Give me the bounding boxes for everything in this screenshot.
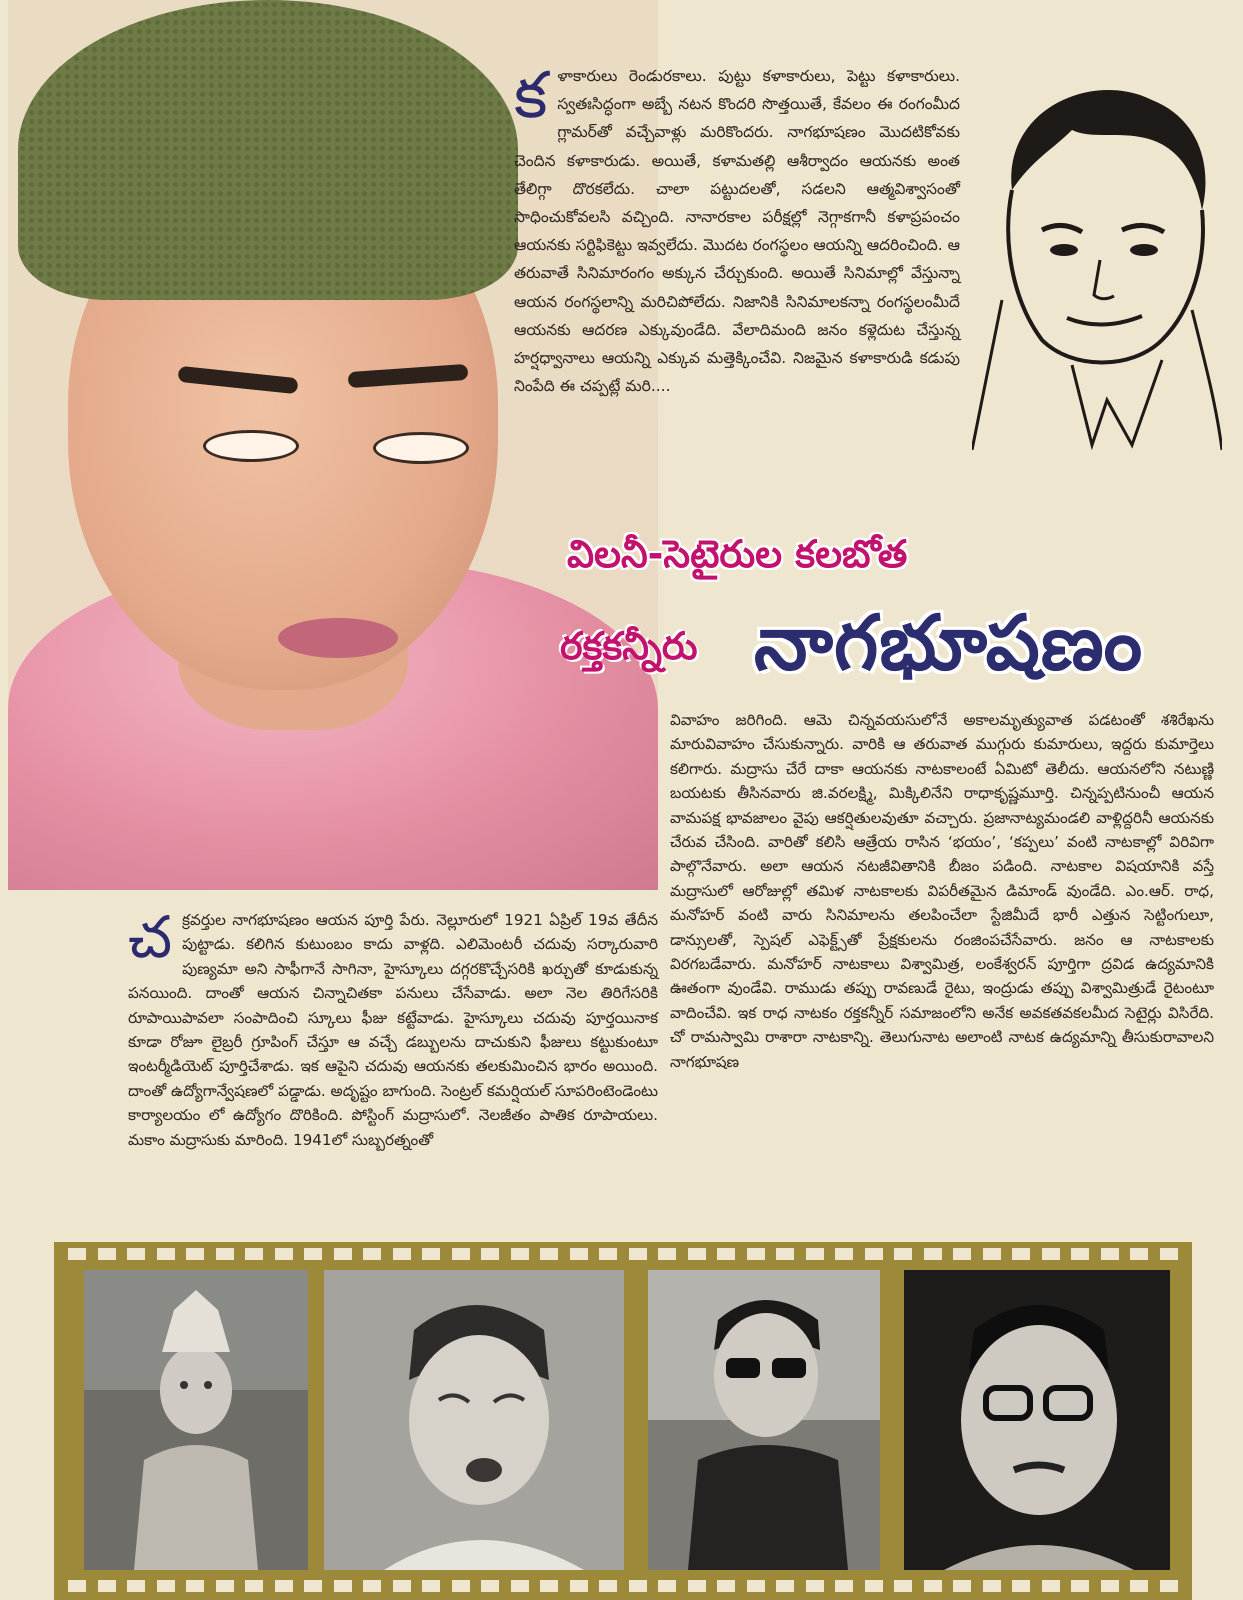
intro-paragraph: [514, 59, 960, 400]
film-still-crown: [84, 1270, 308, 1570]
headline-tagline: విలనీ-సెటైరుల కలబోత: [567, 532, 908, 576]
body-column-left: [128, 903, 658, 1152]
intro-dropcap: క: [514, 59, 548, 133]
portrait-cap: [18, 0, 518, 300]
film-still-spectacles: [904, 1270, 1170, 1570]
film-sprocket-top: [68, 1248, 1178, 1262]
headline-name: నాగభూషణం: [754, 598, 1144, 687]
intro-text: ళాకారులు రెండురకాలు. పుట్టు కళాకారులు, పెట్టు కళాకారులు. స్వతఃసిద్ధంగా అబ్బే నటన కొందరి సొత్తయితే, కేవలం ఈ రంగంమీద గ్లామర్‌తో వచ్చేవాళ్లు మరికొందరు. నాగభూషణం మొదటికోవకు చెందిన కళాకారుడు. అయితే, కళామతల్లి ఆశీర్వాదం ఆయనకు అంత తేలిగ్గా దొరకలేదు. చాలా పట్టుదలతో, సడలని ఆత్మవిశ్వాసంతో సాధించుకోవలసి వచ్చింది. నానారకాల పరీక్షల్లో నెగ్గాకగానీ కళాప్రపంచం ఆయనకు సర్టిఫికెట్టు ఇవ్వలేదు. మొదట రంగస్థలం ఆయన్ని ఆదరించింది. ఆ తరువాతే సినిమారంగం అక్కున చేర్చుకుంది. అయితే సినిమాల్లో వేస్తున్నా ఆయన రంగస్థలాన్ని మరిచిపోలేదు. నిజానికి సినిమాలకన్నా రంగస్థలంమీదే ఆయనకు ఆదరణ ఎక్కువుండేది. వేలాదిమంది జనం కళ్లెదుట చేస్తున్న హర్షధ్వానాలు ఆయన్ని ఎక్కువ మత్తెక్కించేవి. నిజమైన కళాకారుడి కడుపు నింపేది ఈ చప్పట్లే మరి....: [514, 67, 960, 396]
headline-prefix: రక్తకన్నీరు: [560, 624, 698, 668]
film-strip: [54, 1242, 1192, 1600]
caricature-sketch: [972, 70, 1222, 450]
portrait-eye-right: [373, 432, 469, 464]
body-dropcap: చ: [128, 903, 173, 971]
film-still-singing: [324, 1270, 624, 1570]
body-left-text: క్రవర్తుల నాగభూషణం ఆయన పూర్తి పేరు. నెల్లూరులో 1921 ఏప్రిల్ 19వ తేదీన పుట్టాడు. కలిగిన కుటుంబం కాదు వాళ్లది. ఎలిమెంటరీ చదువు సర్కారువారి పుణ్యమా అని సాఫీగానే సాగినా, హైస్కూలు దగ్గరకొచ్చేసరికి ఖర్చుతో కూడుకున్న పనయింది. దాంతో ఆయన చిన్నాచితకా పనులు చేసేవాడు. అలా నెల తిరిగేసరికి రూపాయిపావలా సంపాదించి స్కూలు ఫీజు కట్టేవాడు. హైస్కూలు చదువు పూర్తయినాక కూడా రోజూ లైబ్రరీ గ్రూపింగ్ చేస్తూ ఆ వచ్చే డబ్బులను దాచుకుని ఫీజులు కట్టుకుంటూ ఇంటర్మీడియెట్ పూర్తిచేశాడు. ఇక ఆపైని చదువు ఆయనకు తలకుమించిన భారం అయింది. దాంతో ఉద్యోగాన్వేషణలో పడ్డాడు. అదృష్టం బాగుంది. సెంట్రల్ కమర్షియల్ సూపరింటెండెంటు కార్యాలయం లో ఉద్యోగం దొరికింది. పోస్టింగ్ మద్రాసులో. నెలజీతం పాతిక రూపాయలు. మకాం మద్రాసుకు మారింది. 1941లో సుబ్బరత్నంతో: [128, 911, 658, 1149]
portrait-lips: [278, 618, 398, 658]
portrait-eye-left: [203, 430, 299, 462]
film-sprocket-bottom: [68, 1580, 1178, 1594]
film-still-sunglasses: [648, 1270, 880, 1570]
body-right-text: వివాహం జరిగింది. ఆమె చిన్నవయసులోనే అకాలమృత్యువాత పడటంతో శశిరేఖను మారువివాహం చేసుకున్నారు. వారికి ఆ తరువాత ముగ్గురు కుమారులు, ఇద్దరు కుమార్తెలు కలిగారు. మద్రాసు చేరే దాకా ఆయనకు నాటకాలంటే ఏమిటో తెలీదు. ఆయనలోని నటుణ్ణి బయటకు తీసినవారు జి.వరలక్ష్మి, మిక్కిలినేని రాధాకృష్ణమూర్తి. చిన్నప్పటినుంచీ ఆయన వామపక్ష భావజాలం వైపు ఆకర్షితులవుతూ వచ్చారు. ప్రజానాట్యమండలి వాళ్లిద్దరినీ ఆయనకు చేరువ చేసింది. వారితో కలిసి ఆత్రేయ రాసిన ‘భయం’, ‘కప్పలు’ వంటి నాటకాల్లో విరివిగా పాల్గొనేవారు. అలా ఆయన నటజీవితానికి బీజం పడింది. నాటకాల విషయానికి వస్తే మద్రాసులో ఆరోజుల్లో తమిళ నాటకాలకు విపరీతమైన డిమాండ్ వుండేది. ఎం.ఆర్. రాధ, మనోహర్ వంటి వారు సినిమాలను తలపించేలా స్టేజిమీదే భారీ ఎత్తున సెట్టింగులూ, డాన్సులతో, స్పెషల్ ఎఫెక్ట్స్‌తో ప్రేక్షకులను రంజింపచేసేవారు. జనం ఆ నాటకాలకు విరగబడేవారు. మనోహర్ నాటకాలు విశ్వామిత్ర, లంకేశ్వరన్ పూర్తిగా ద్రవిడ ఉద్యమానికి ఊతంగా వుండేవి. రాముడు తప్పు రావణుడే రైటు, ఇంద్రుడు తప్పు విశ్వామిత్రుడే రైటంటూ వాదించేవి. ఇక రాధ నాటకం రక్తకన్నీర్ సమాజంలోని అనేక అవకతవకలమీద సెటైర్లు విసిరేది. చో రామస్వామి రాశారా నాటకాన్ని. తెలుగునాట అలాంటి నాటక ఉద్యమాన్ని తీసుకురావాలని నాగభూషణ: [670, 711, 1214, 1071]
body-column-right: [670, 708, 1214, 1074]
